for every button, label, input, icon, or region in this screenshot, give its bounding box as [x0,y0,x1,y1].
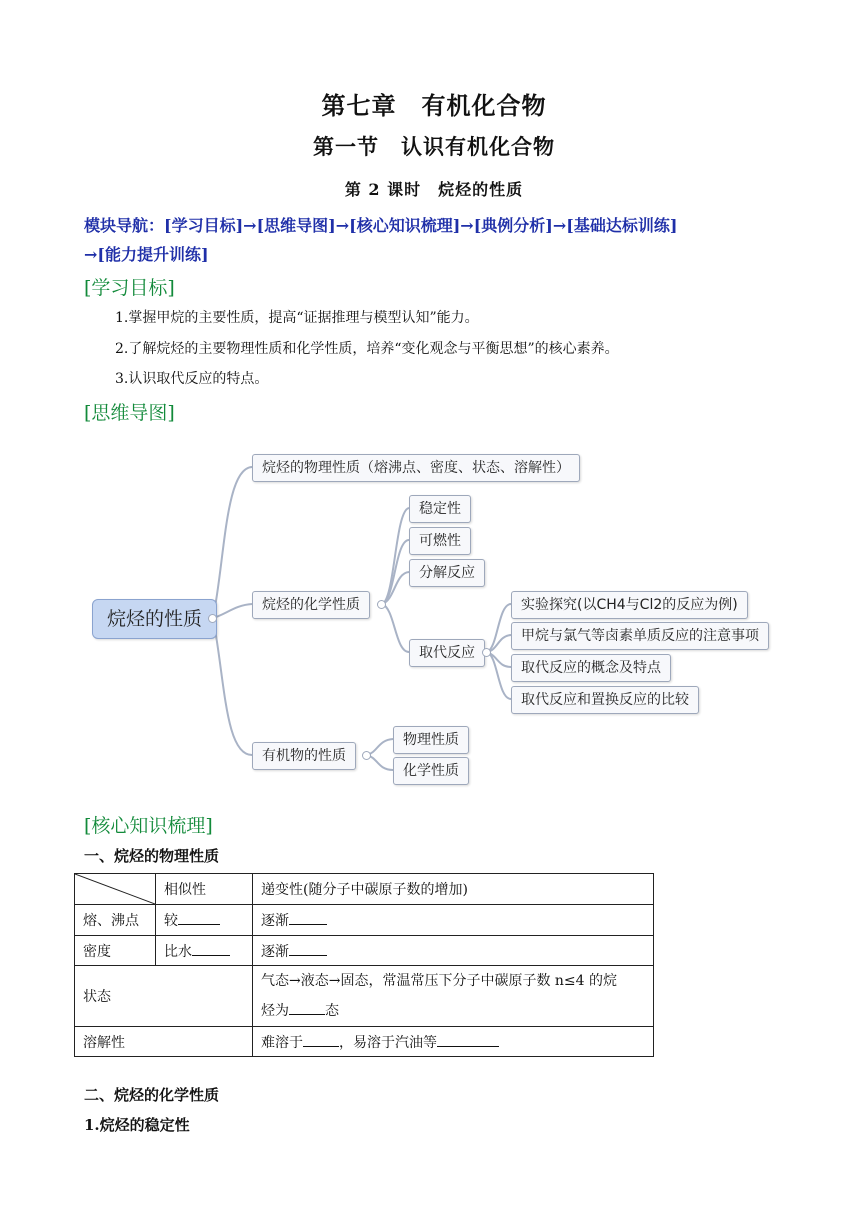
nav-arrow: → [552,216,567,235]
mindmap-node-concept: 取代反应的概念及特点 [511,654,671,682]
chapter-title: 第七章 有机化合物 [321,91,547,120]
subsection-heading-stability: 1.烷烃的稳定性 [84,1116,190,1134]
section-heading-chemical: 二、烷烃的化学性质 [84,1086,220,1104]
mindmap-node-experiment: 实验探究(以CH4与Cl2的反应为例) [511,591,748,619]
table-cell [253,966,654,1027]
table-cell [253,1027,654,1057]
fill-blank[interactable] [303,1032,339,1047]
objective-item: 2.了解烷烃的主要物理性质和化学性质，培养“变化观念与平衡思想”的核心素养。 [115,341,619,357]
physical-properties-table [74,873,654,1057]
core-heading: [核心知识梳理] [84,815,213,837]
cell-text: 逐渐 [261,943,289,960]
collapse-dot-icon[interactable] [362,751,371,760]
fill-blank[interactable] [289,941,327,956]
nav-link-examples[interactable]: [典例分析] [473,216,553,235]
mindmap-node-chemical: 烷烃的化学性质 [252,591,370,619]
mindmap-root: 烷烃的性质 [92,599,217,639]
mindmap-node-flammability: 可燃性 [409,527,471,555]
fill-blank[interactable] [289,910,327,925]
cell-text: 烃为 [261,1003,289,1019]
fill-blank[interactable] [289,1000,325,1015]
collapse-dot-icon[interactable] [208,614,217,623]
objective-item: 3.认识取代反应的特点。 [115,371,269,387]
objective-item: 1.掌握甲烷的主要性质，提高“证据推理与模型认知”能力。 [115,310,479,326]
mindmap-node-organic-physical: 物理性质 [393,726,469,754]
nav-link-core[interactable]: [核心知识梳理] [349,216,461,235]
row-label: 熔、沸点 [75,905,156,936]
nav-link-objectives[interactable]: [学习目标] [164,216,244,235]
collapse-dot-icon[interactable] [377,600,386,609]
table-header-cell: 递变性(随分子中碳原子数的增加) [253,874,654,905]
collapse-dot-icon[interactable] [482,648,491,657]
mindmap-node-stability: 稳定性 [409,495,471,523]
nav-arrow: → [243,216,257,235]
fill-blank[interactable] [192,941,230,956]
table-row [75,966,654,1027]
fill-blank[interactable] [437,1032,499,1047]
mindmap-node-comparison: 取代反应和置换反应的比较 [511,686,699,714]
table-row [75,905,654,936]
row-label: 密度 [75,936,156,966]
diagonal-line [75,874,155,904]
nav-arrow: → [460,216,474,235]
mindmap-node-physical: 烷烃的物理性质（熔沸点、密度、状态、溶解性） [252,454,580,482]
section-heading-physical: 一、烷烃的物理性质 [84,847,220,865]
table-cell [156,905,253,936]
mindmap-node-organic-chemical: 化学性质 [393,757,469,785]
row-label: 溶解性 [75,1027,253,1057]
nav-arrow: → [84,245,98,264]
fill-blank[interactable] [178,910,220,925]
cell-text: 较 [164,913,178,929]
table-cell [156,936,253,966]
objectives-heading: [学习目标] [84,277,175,299]
mindmap-node-decomposition: 分解反应 [409,559,485,587]
nav-link-mindmap[interactable]: [思维导图] [256,216,336,235]
cell-text: ，易溶于汽油等 [339,1034,437,1051]
cell-text: 态 [325,1003,339,1019]
row-label: 状态 [75,966,253,1027]
nav-link-basic-training[interactable]: [基础达标训练] [566,216,678,235]
mindmap-node-substitution: 取代反应 [409,639,485,667]
nav-prefix: 模块导航： [84,216,165,235]
table-cell [253,905,654,936]
table-corner-cell [75,874,156,905]
cell-text: 难溶于 [261,1034,303,1051]
mindmap-heading: [思维导图] [84,402,175,424]
cell-text: 逐渐 [261,913,289,929]
table-cell [253,936,654,966]
table-row [75,1027,654,1057]
nav-arrow: → [335,216,350,235]
table-header-cell: 相似性 [156,874,253,905]
table-header-row [75,874,654,905]
cell-text: 气态→液态→固态，常温常压下分子中碳原子数 n≤4 的烷 [261,973,618,989]
nav-link-advanced-training[interactable]: [能力提升训练] [97,245,209,264]
lesson-title: 第 2 课时 烷烃的性质 [344,180,524,199]
section-title: 第一节 认识有机化合物 [313,134,555,159]
mindmap-node-organic: 有机物的性质 [252,742,356,770]
table-row [75,936,654,966]
cell-text: 比水 [164,943,192,960]
mindmap-node-precautions: 甲烷与氯气等卤素单质反应的注意事项 [511,622,769,650]
